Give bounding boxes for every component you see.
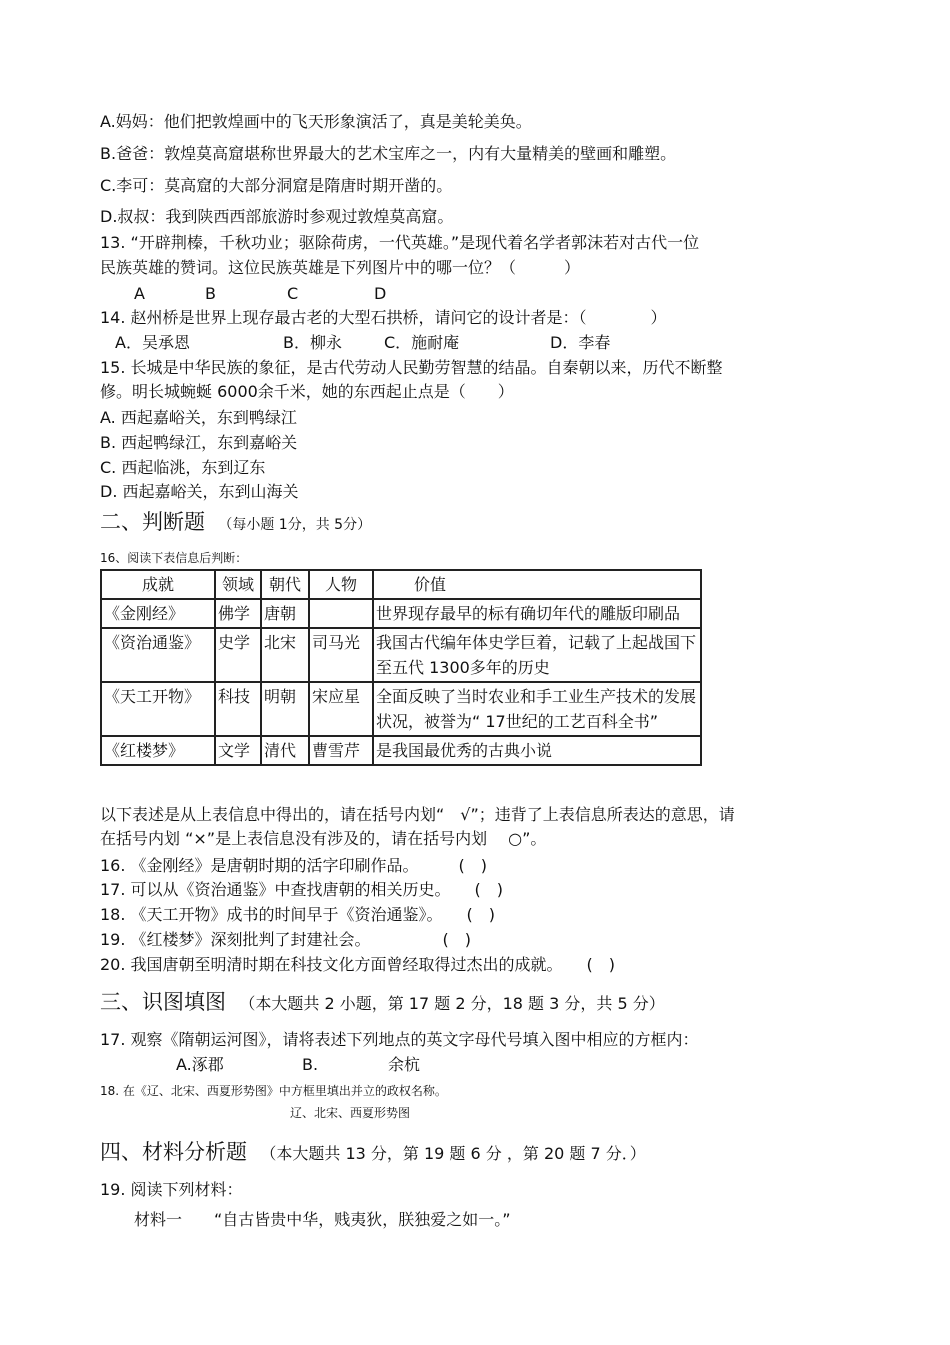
q14-option-b: B．柳永	[283, 333, 342, 352]
table-cell: 司马光	[309, 628, 373, 682]
section3-heading	[100, 989, 665, 1017]
table-header-cell: 人物	[309, 570, 373, 599]
q15-option-b: B. 西起鸭绿江，东到嘉峪关	[100, 433, 298, 452]
q13-stem-line1: 13. “开辟荆榛，千秋功业；驱除荷虏，一代英雄。”是现代着名学者郭沫若对古代一位	[100, 233, 700, 252]
q17-label-b: B.	[302, 1055, 319, 1074]
section2-note: （每小题 1分，共 5分）	[218, 517, 372, 533]
section4-note: （本大题共 13 分，第 19 题 6 分 ，第 20 题 7 分．）	[260, 1144, 646, 1163]
section4-heading	[100, 1139, 646, 1167]
section4-title: 四、材料分析题	[100, 1140, 247, 1164]
q18-stem: 18. 在《辽、北宋、西夏形势图》中方框里填出并立的政权名称。	[100, 1084, 447, 1098]
q13-option-c: C	[287, 284, 299, 303]
table-row	[101, 682, 701, 736]
table-cell: 全面反映了当时农业和手工业生产技术的发展状况，被誉为“ 17世纪的工艺百科全书”	[373, 682, 701, 736]
judge-item-18: 18. 《天工开物》成书的时间早于《资治通鉴》。 ( )	[100, 905, 496, 924]
q15-stem-line2: 修。明长城蜿蜒 6000余千米，她的东西起止点是（ ）	[100, 382, 514, 401]
q14-option-c: C．施耐庵	[384, 333, 460, 352]
table-cell: 史学	[215, 628, 261, 682]
judge-item-16: 16. 《金刚经》是唐朝时期的活字印刷作品。 ( )	[100, 856, 488, 875]
table-header-cell: 领域	[215, 570, 261, 599]
q17-label-a: A.涿郡	[176, 1055, 224, 1074]
q15-stem-line1: 15. 长城是中华民族的象征，是古代劳动人民勤劳智慧的结晶。自秦朝以来，历代不断整	[100, 358, 723, 377]
table-cell: 佛学	[215, 599, 261, 628]
q13-option-d: D	[374, 284, 387, 303]
table-row	[101, 599, 701, 628]
q14-option-d: D．李春	[550, 333, 611, 352]
q19-material1: 材料一 “自古皆贵中华，贱夷狄，朕独爱之如一。”	[134, 1210, 511, 1229]
table-cell	[309, 599, 373, 628]
table-cell: 科技	[215, 682, 261, 736]
table-cell: 《资治通鉴》	[101, 628, 215, 682]
table-cell: 曹雪芹	[309, 736, 373, 765]
achievements-table	[100, 569, 702, 766]
table-cell: 是我国最优秀的古典小说	[373, 736, 701, 765]
q18-map-caption: 辽、北宋、西夏形势图	[290, 1106, 411, 1120]
table-cell: 文学	[215, 736, 261, 765]
section2-heading	[100, 509, 371, 538]
judge-instruction-line1: 以下表述是从上表信息中得出的，请在括号内划“ √”；违背了上表信息所表达的意思，请	[100, 805, 735, 824]
table-header-cell: 价值	[373, 570, 701, 599]
q12-option-a: A.妈妈：他们把敦煌画中的飞天形象演活了，真是美轮美奂。	[100, 112, 532, 131]
table-cell: 清代	[261, 736, 309, 765]
q14-stem: 14. 赵州桥是世界上现存最古老的大型石拱桥，请问它的设计者是：（ ）	[100, 308, 667, 327]
table-row	[101, 736, 701, 765]
table-cell: 北宋	[261, 628, 309, 682]
q15-option-d: D. 西起嘉峪关，东到山海关	[100, 482, 299, 501]
table-cell: 唐朝	[261, 599, 309, 628]
q14-option-a: A．吴承恩	[115, 333, 190, 352]
table-cell: 《天工开物》	[101, 682, 215, 736]
q12-option-d: D.叔叔：我到陕西西部旅游时参观过敦煌莫高窟。	[100, 207, 454, 226]
judge-item-17: 17. 可以从《资治通鉴》中查找唐朝的相关历史。 ( )	[100, 880, 504, 899]
q15-option-c: C. 西起临洮，东到辽东	[100, 458, 266, 477]
judge-item-20: 20. 我国唐朝至明清时期在科技文化方面曾经取得过杰出的成就。 ( )	[100, 955, 616, 974]
q19-stem: 19. 阅读下列材料：	[100, 1180, 243, 1199]
judge-instruction-line2: 在括号内划 “×”是上表信息没有涉及的，请在括号内划 ○”。	[100, 829, 547, 848]
q17-stem: 17. 观察《隋朝运河图》，请将表述下列地点的英文字母代号填入图中相应的方框内：	[100, 1030, 699, 1049]
table-row	[101, 628, 701, 682]
q13-option-a: A	[134, 284, 145, 303]
table-cell: 世界现存最早的标有确切年代的雕版印刷品	[373, 599, 701, 628]
table-cell: 我国古代编年体史学巨着，记载了上起战国下至五代 1300多年的历史	[373, 628, 701, 682]
table-header-cell: 朝代	[261, 570, 309, 599]
judge-item-19: 19. 《红楼梦》深刻批判了封建社会。 ( )	[100, 930, 472, 949]
table-header-cell: 成就	[101, 570, 215, 599]
q15-option-a: A. 西起嘉峪关，东到鸭绿江	[100, 408, 297, 427]
table-cell: 《金刚经》	[101, 599, 215, 628]
table-cell: 《红楼梦》	[101, 736, 215, 765]
table-header-row	[101, 570, 701, 599]
section3-title: 三、识图填图	[100, 990, 226, 1014]
q12-option-b: B.爸爸：敦煌莫高窟堪称世界最大的艺术宝库之一，内有大量精美的壁画和雕塑。	[100, 144, 677, 163]
q17-label-b-text: 余杭	[388, 1055, 421, 1074]
table-cell: 明朝	[261, 682, 309, 736]
q13-stem-line2: 民族英雄的赞词。这位民族英雄是下列图片中的哪一位？（ ）	[100, 258, 581, 277]
table-cell: 宋应星	[309, 682, 373, 736]
q12-option-c: C.李可：莫高窟的大部分洞窟是隋唐时期开凿的。	[100, 176, 453, 195]
q13-option-b: B	[205, 284, 216, 303]
table-intro: 16、阅读下表信息后判断：	[100, 551, 248, 565]
section2-title: 二、判断题	[100, 510, 205, 534]
section3-note: （本大题共 2 小题，第 17 题 2 分，18 题 3 分，共 5 分）	[239, 994, 665, 1013]
